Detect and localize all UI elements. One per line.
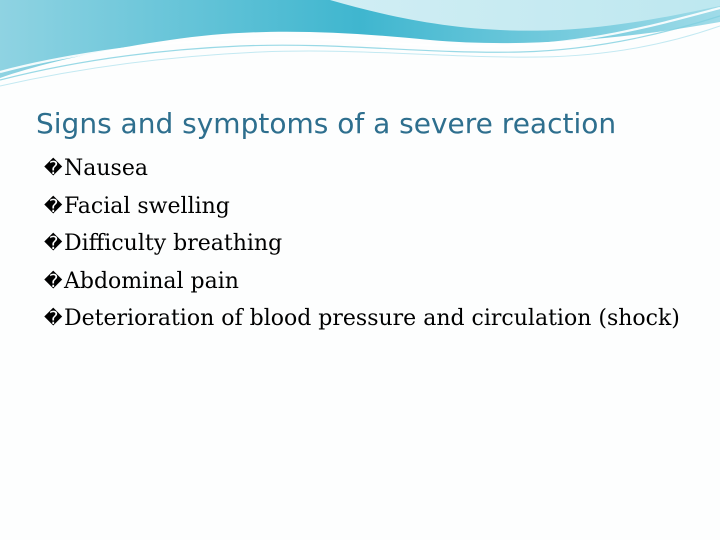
- bullet-text: Difficulty breathing: [64, 231, 283, 257]
- bullet-item-facial-swelling: [44, 192, 684, 222]
- bullet-item-abdominal-pain: [44, 267, 684, 297]
- bullet-marker-icon: �: [44, 158, 63, 179]
- bullet-item-deterioration: [44, 304, 684, 334]
- bullet-text: Facial swelling: [64, 193, 230, 219]
- bullet-marker-icon: �: [44, 308, 63, 330]
- bullet-marker-icon: �: [44, 195, 63, 217]
- bullet-text: Nausea: [64, 156, 148, 181]
- bullet-text: Deterioration of blood pressure and circulation (shock): [64, 306, 680, 332]
- bullet-marker-icon: �: [44, 270, 63, 292]
- bullet-text: Abdominal pain: [64, 268, 239, 294]
- bullet-list: [44, 154, 684, 342]
- bullet-marker-icon: �: [44, 233, 63, 255]
- bullet-item-nausea: [44, 154, 684, 184]
- bullet-item-difficulty-breathing: [44, 229, 684, 259]
- header-wave-decoration: [0, 0, 720, 90]
- slide-title: Signs and symptoms of a severe reaction: [36, 107, 617, 140]
